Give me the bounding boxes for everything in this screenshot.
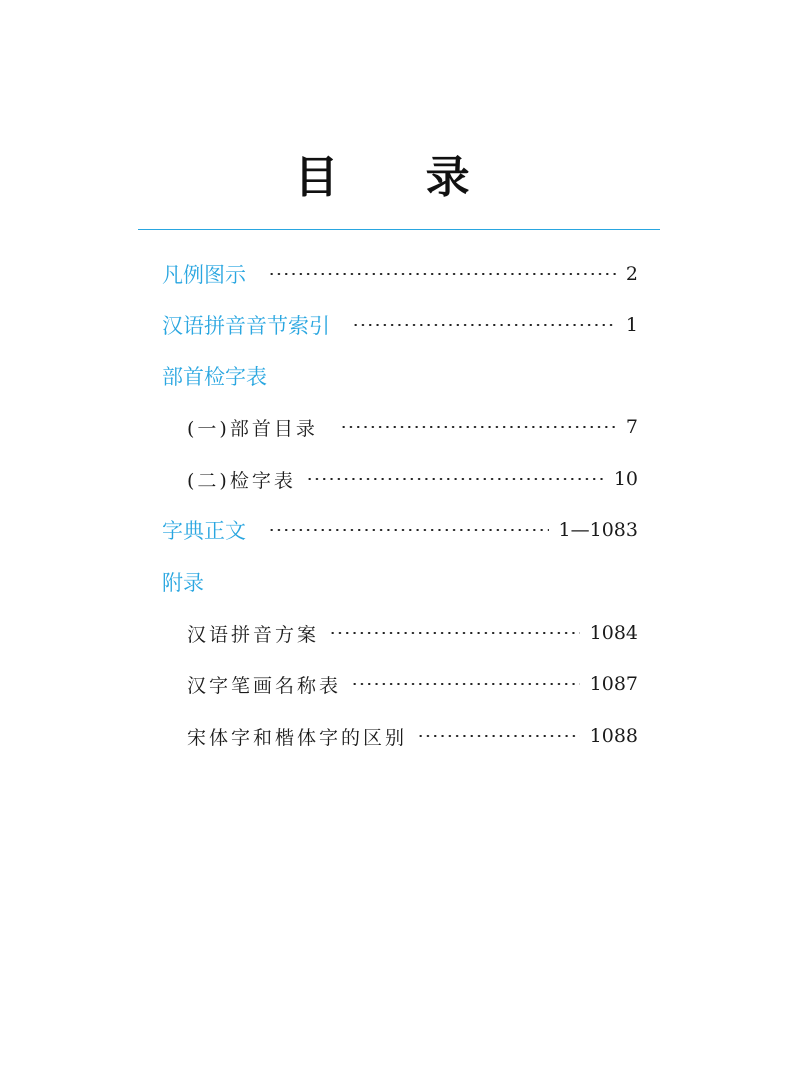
toc-entry-pinyin-scheme[interactable] [187,617,638,649]
toc-entry-appendix[interactable] [162,566,638,598]
toc-entry-pinyin-index[interactable] [162,309,638,341]
toc-entry-radical-index[interactable] [162,360,638,392]
toc-entry-label: 字典正文 [162,519,246,543]
toc-entry-label: 汉语拼音方案 [187,623,320,646]
toc-entry-page: 7 [625,416,638,438]
toc-entry-page: 1 [625,314,638,336]
dot-leader [268,273,616,275]
toc-entry-label: (二)检字表 [187,469,296,492]
toc-entry-fanli[interactable] [162,258,638,290]
dot-leader [306,478,604,480]
toc-entry-page: 1087 [589,673,638,695]
dot-leader [417,735,580,737]
toc-entry-label: 凡例图示 [162,263,246,287]
toc-entry-main-text[interactable] [162,514,638,546]
toc-entry-label: 宋体字和楷体字的区别 [187,726,408,749]
toc-entry-label: 汉字笔画名称表 [187,674,342,697]
toc-entry-page: 10 [613,468,638,490]
page-title: 目 录 [294,152,506,203]
dot-leader [340,426,616,428]
toc-entry-page: 1088 [589,725,638,747]
toc-entry-stroke-names[interactable] [187,668,638,700]
toc-entry-radical-list[interactable] [187,411,638,443]
toc-entry-character-lookup[interactable] [187,463,638,495]
dot-leader [329,632,580,634]
dot-leader [268,529,549,531]
toc-entry-label: 部首检字表 [162,365,267,389]
toc-entry-label: (一)部首目录 [187,417,318,440]
toc-entry-songti-kaiti[interactable] [187,720,638,752]
dot-leader [351,683,580,685]
toc-entry-page: 1084 [589,622,638,644]
toc-entry-label: 汉语拼音音节索引 [162,314,330,338]
toc-entry-page: 1—1083 [558,519,638,541]
toc-entry-label: 附录 [162,571,204,595]
toc-entry-page: 2 [625,263,638,285]
dot-leader [352,324,616,326]
